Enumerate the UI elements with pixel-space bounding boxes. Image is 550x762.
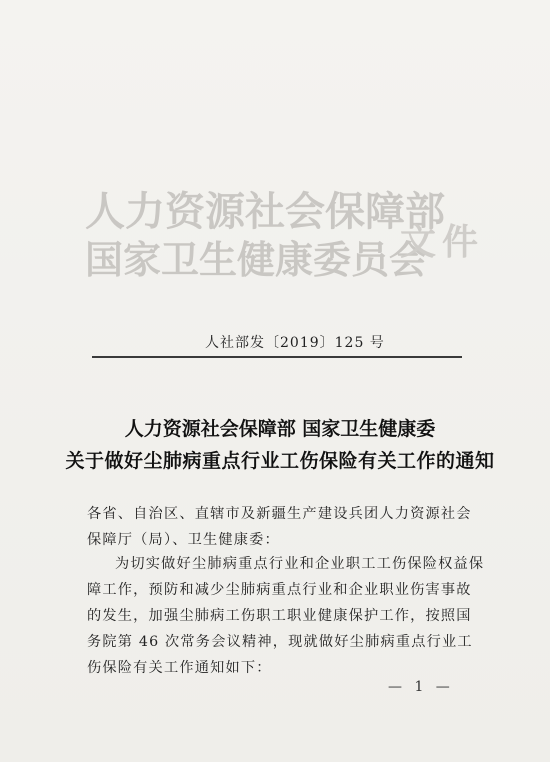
page-number: — 1 — [388, 679, 454, 695]
header-divider [92, 356, 462, 358]
addressee: 各省、自治区、直辖市及新疆生产建设兵团人力资源社会保障厅（局）、卫生健康委： [87, 506, 472, 548]
body-paragraph: 为切实做好尘肺病重点行业和企业职工工伤保险权益保障工作，预防和减少尘肺病重点行业和企业职业伤害事故的发生，加强尘肺病工伤职工职业健康保护工作，按照国务院第 46 次常务会议精神，现就做好尘肺病重点行业工伤保险有关工作通知如下： [87, 556, 485, 676]
document-title-line2: 关于做好尘肺病重点行业工伤保险有关工作的通知 [65, 450, 495, 472]
issuer-header-line1: 人力资源社会保障部 [85, 189, 445, 235]
document-title-line1: 人力资源社会保障部 国家卫生健康委 [124, 418, 436, 440]
issuer-header-line2: 国家卫生健康委员会 [85, 238, 428, 282]
document-number: 人社部发〔2019〕125 号 [205, 335, 385, 351]
issuer-header-suffix: 文件 [400, 222, 485, 263]
